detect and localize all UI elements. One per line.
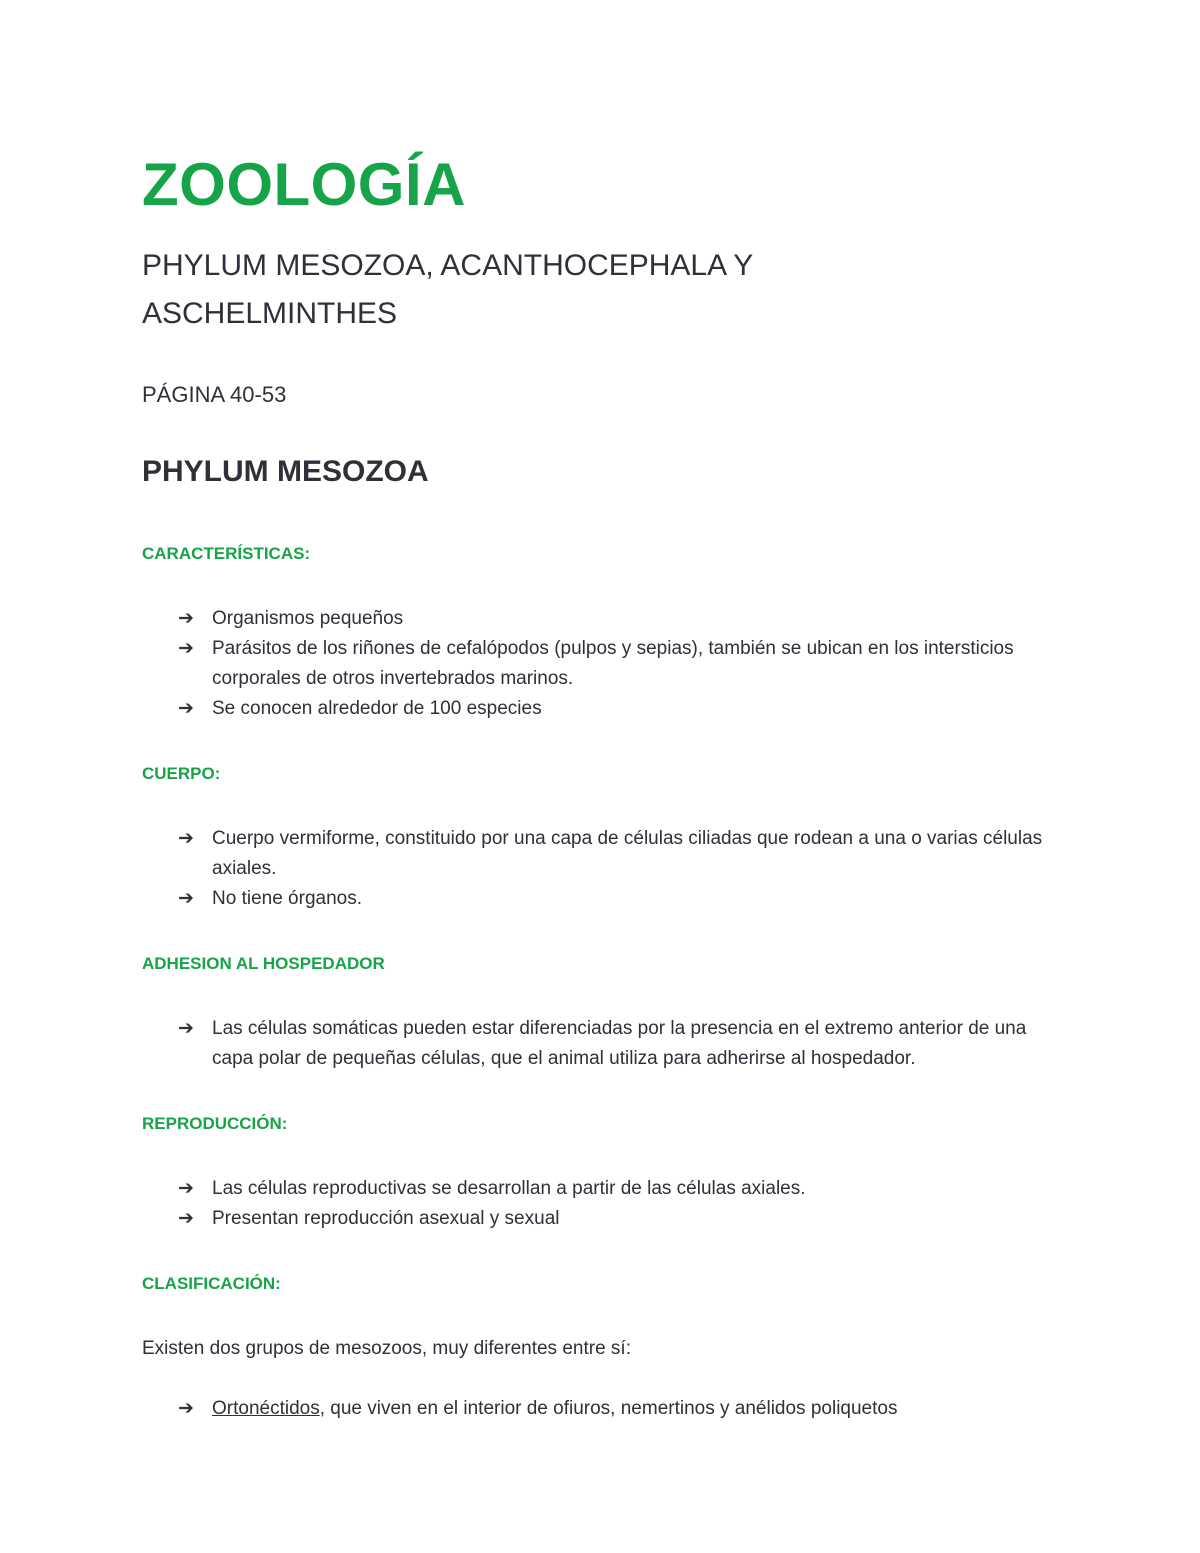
list-item-text: Las células somáticas pueden estar diferenciadas por la presencia en el extremo anterior de una capa polar de pequeñas células, que el animal utiliza para adherirse al hospedador. [212, 1018, 1027, 1069]
list-item [142, 1174, 1072, 1204]
section-adhesion [142, 952, 1072, 1074]
page-range: PÁGINA 40-53 [142, 382, 287, 407]
list-item-text: Parásitos de los riñones de cefalópodos (pulpos y sepias), también se ubican en los intersticios corporales de otros invertebrados marinos. [212, 638, 1014, 689]
arrow-right-icon: ➔ [178, 888, 194, 909]
list-item-text: Las células reproductivas se desarrollan a partir de las células axiales. [212, 1178, 806, 1199]
bullet-list [142, 604, 1072, 724]
arrow-right-icon: ➔ [178, 1018, 194, 1039]
list-item-text: Cuerpo vermiforme, constituido por una capa de células ciliadas que rodean a una o varias células axiales. [212, 828, 1043, 879]
list-item-text: Presentan reproducción asexual y sexual [212, 1208, 560, 1229]
section-intro: Existen dos grupos de mesozoos, muy diferentes entre sí: [142, 1338, 631, 1359]
list-item [142, 604, 1072, 634]
section-label: CLASIFICACIÓN: [142, 1274, 281, 1293]
arrow-right-icon: ➔ [178, 698, 194, 719]
bullet-list [142, 1174, 1072, 1234]
arrow-right-icon: ➔ [178, 1398, 194, 1419]
section-clasificacion [142, 1272, 1072, 1424]
document-title: ZOOLOGÍA [142, 151, 466, 218]
bullet-list [142, 1014, 1072, 1074]
list-item [142, 694, 1072, 724]
section-label: CUERPO: [142, 764, 221, 783]
arrow-right-icon: ➔ [178, 608, 194, 629]
list-item-text: No tiene órganos. [212, 888, 362, 909]
list-item [142, 634, 1072, 694]
section-heading: PHYLUM MESOZOA [142, 455, 429, 488]
list-item [142, 824, 1072, 884]
arrow-right-icon: ➔ [178, 1208, 194, 1229]
list-item [142, 884, 1072, 914]
section-cuerpo [142, 762, 1072, 914]
section-label: CARACTERÍSTICAS: [142, 544, 311, 563]
list-item [142, 1394, 1072, 1424]
list-item [142, 1204, 1072, 1234]
list-item-text: Organismos pequeños [212, 608, 404, 629]
bullet-list [142, 824, 1072, 914]
arrow-right-icon: ➔ [178, 828, 194, 849]
arrow-right-icon: ➔ [178, 638, 194, 659]
term-link: Ortonéctidos [212, 1398, 320, 1419]
list-item-text: , que viven en el interior de ofiuros, nemertinos y anélidos poliquetos [319, 1398, 898, 1419]
section-label: REPRODUCCIÓN: [142, 1114, 288, 1133]
list-item-text: Se conocen alrededor de 100 especies [212, 698, 542, 719]
section-reproduccion [142, 1112, 1072, 1234]
document-subtitle: PHYLUM MESOZOA, ACANTHOCEPHALA Y ASCHELMINTHES [142, 249, 753, 330]
bullet-list [142, 1394, 1072, 1424]
document-page [142, 150, 1072, 1424]
section-caracteristicas [142, 542, 1072, 724]
list-item [142, 1014, 1072, 1074]
arrow-right-icon: ➔ [178, 1178, 194, 1199]
section-label: ADHESION AL HOSPEDADOR [142, 954, 385, 973]
